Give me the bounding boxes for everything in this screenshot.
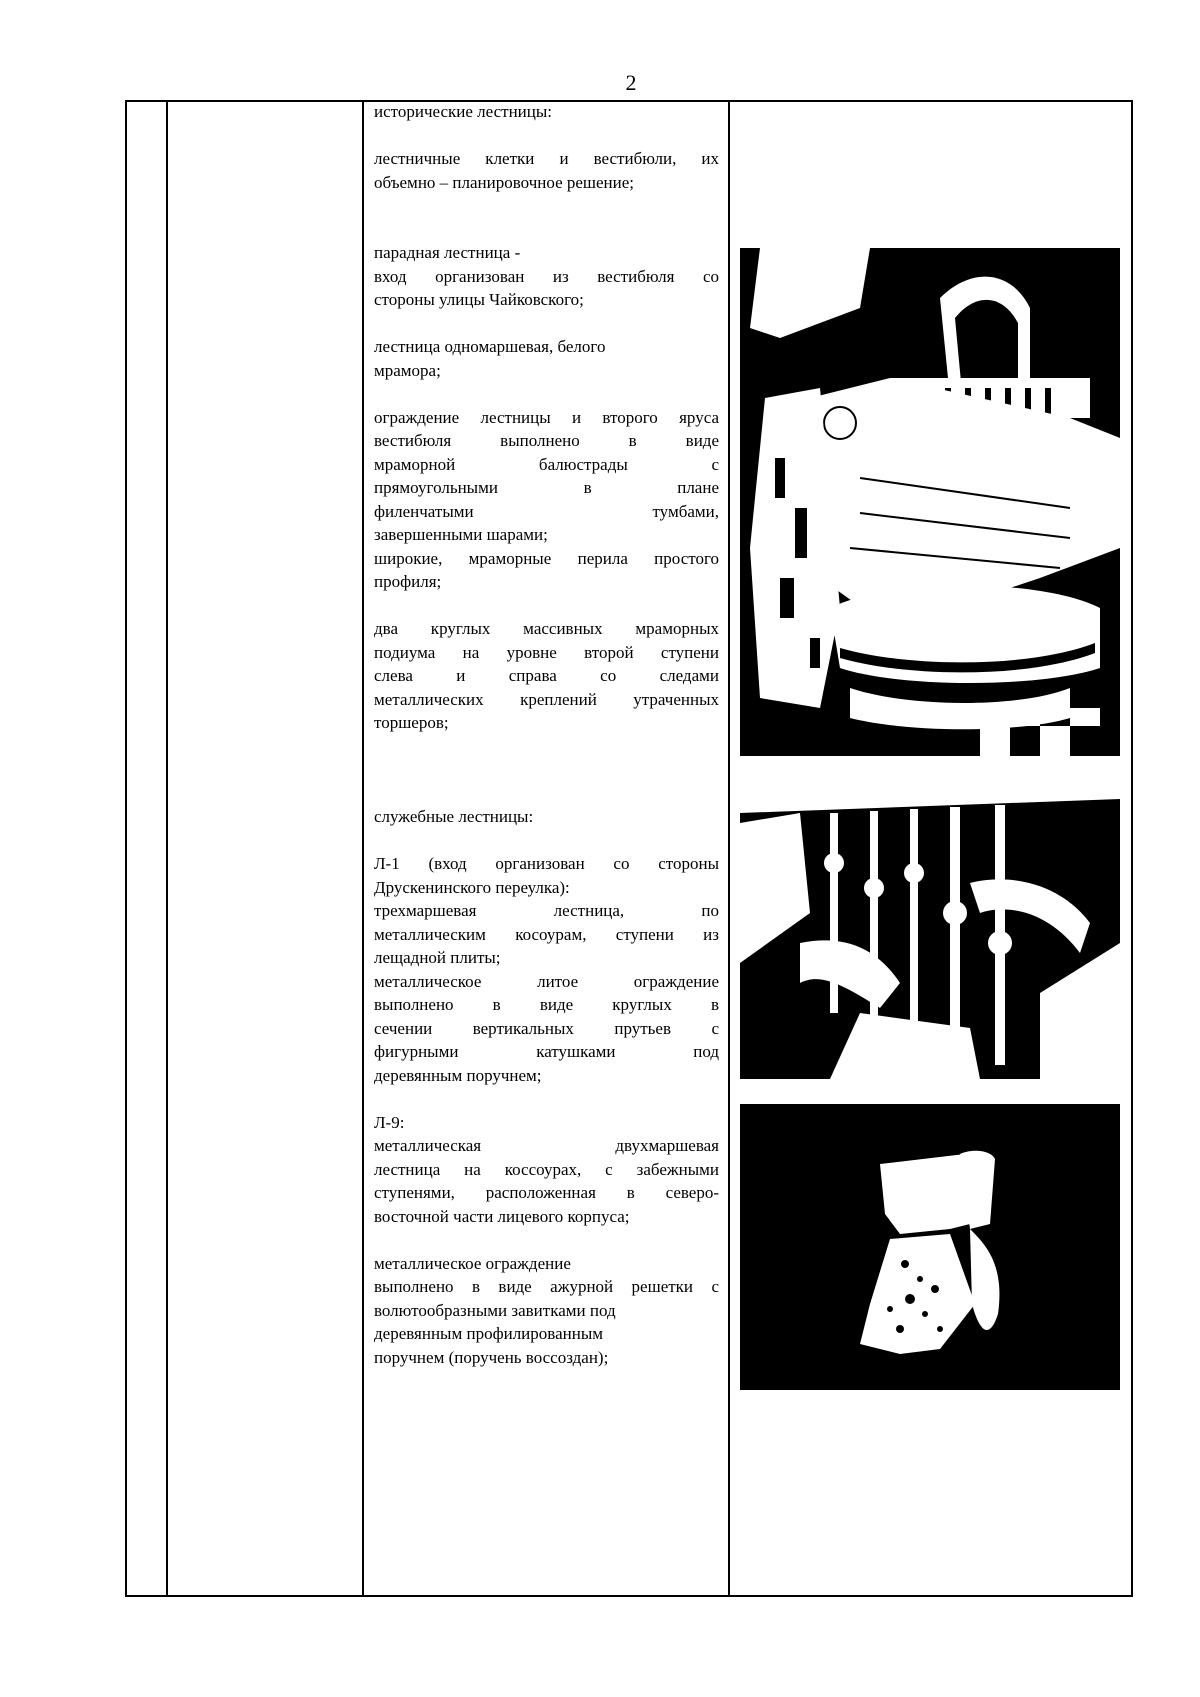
table-border-left <box>125 100 127 1597</box>
text-line: трехмаршевая лестница, по <box>374 901 719 920</box>
text-line: слева и справа со следами <box>374 666 719 685</box>
text-line: вестибюля выполнено в виде <box>374 431 719 450</box>
text-line: металлическое ограждение <box>374 1253 571 1273</box>
text-line: торшеров; <box>374 713 449 732</box>
table-column-divider-2 <box>362 100 364 1597</box>
text-line: вход организован из вестибюля со <box>374 266 719 286</box>
text-line: восточной части лицевого корпуса; <box>374 1206 630 1226</box>
text-line: Л-9: <box>374 1112 405 1132</box>
text-line: лещадной плиты; <box>374 948 501 967</box>
text-line: металлическая двухмаршевая <box>374 1136 719 1155</box>
text-line: металлическим косоурам, ступени из <box>374 924 719 944</box>
text-line: широкие, мраморные перила простого <box>374 548 719 568</box>
text-line: филенчатыми тумбами, <box>374 501 719 521</box>
text-line: сечении вертикальных прутьев с <box>374 1018 719 1038</box>
text-line: подиума на уровне второй ступени <box>374 642 719 662</box>
text-line: лестница на коссоурах, с забежными <box>374 1159 719 1179</box>
table-bottom-border <box>125 1595 1133 1597</box>
text-line: завершенными шарами; <box>374 525 548 544</box>
text-line: металлическое литое ограждение <box>374 971 719 991</box>
text-line: металлических креплений утраченных <box>374 689 719 709</box>
text-line: деревянным профилированным <box>374 1324 604 1343</box>
description-column <box>374 100 719 1369</box>
text-line: выполнено в виде круглых в <box>374 995 719 1014</box>
text-line: ступенями, расположенная в северо- <box>374 1183 719 1202</box>
table-column-divider-1 <box>166 100 168 1597</box>
parade-stair-title: парадная лестница - <box>374 243 521 262</box>
text-line: поручнем (поручень воссоздан); <box>374 1347 609 1367</box>
text-line: Л-1 (вход организован со стороны <box>374 854 719 873</box>
text-line: прямоугольными в плане <box>374 478 719 497</box>
text-line: Друскенинского переулка): <box>374 877 570 897</box>
text-line: фигурными катушками под <box>374 1042 719 1061</box>
text-line: деревянным поручнем; <box>374 1065 542 1085</box>
text-line: волютообразными завитками под <box>374 1300 616 1320</box>
text-line: мрамора; <box>374 360 441 380</box>
table-border-right <box>1131 100 1133 1597</box>
text-line: лестница одномаршевая, белого <box>374 337 606 356</box>
text-line: стороны улицы Чайковского; <box>374 290 584 309</box>
text-line: ограждение лестницы и второго яруса <box>374 407 719 427</box>
text-line: лестничные клетки и вестибюли, их <box>374 149 719 168</box>
text-line: объемно – планировочное решение; <box>374 172 635 192</box>
table-column-divider-3 <box>728 100 730 1597</box>
text-line: профиля; <box>374 572 442 591</box>
page-number: 2 <box>625 70 637 95</box>
text-line: выполнено в виде ажурной решетки с <box>374 1277 719 1296</box>
service-stairs-heading: служебные лестницы: <box>374 807 534 826</box>
service-stair-l9-image <box>740 1104 1120 1390</box>
text-line: мраморной балюстрады с <box>374 454 719 474</box>
service-stair-l1-photo <box>740 793 1120 1079</box>
historic-stairs-heading: исторические лестницы: <box>374 102 553 121</box>
text-line: два круглых массивных мраморных <box>374 619 719 638</box>
service-stair-l9-photo <box>740 1104 1120 1390</box>
service-stair-l1-image <box>740 793 1120 1079</box>
grand-staircase-image <box>740 248 1120 756</box>
grand-staircase-photo <box>740 248 1120 756</box>
